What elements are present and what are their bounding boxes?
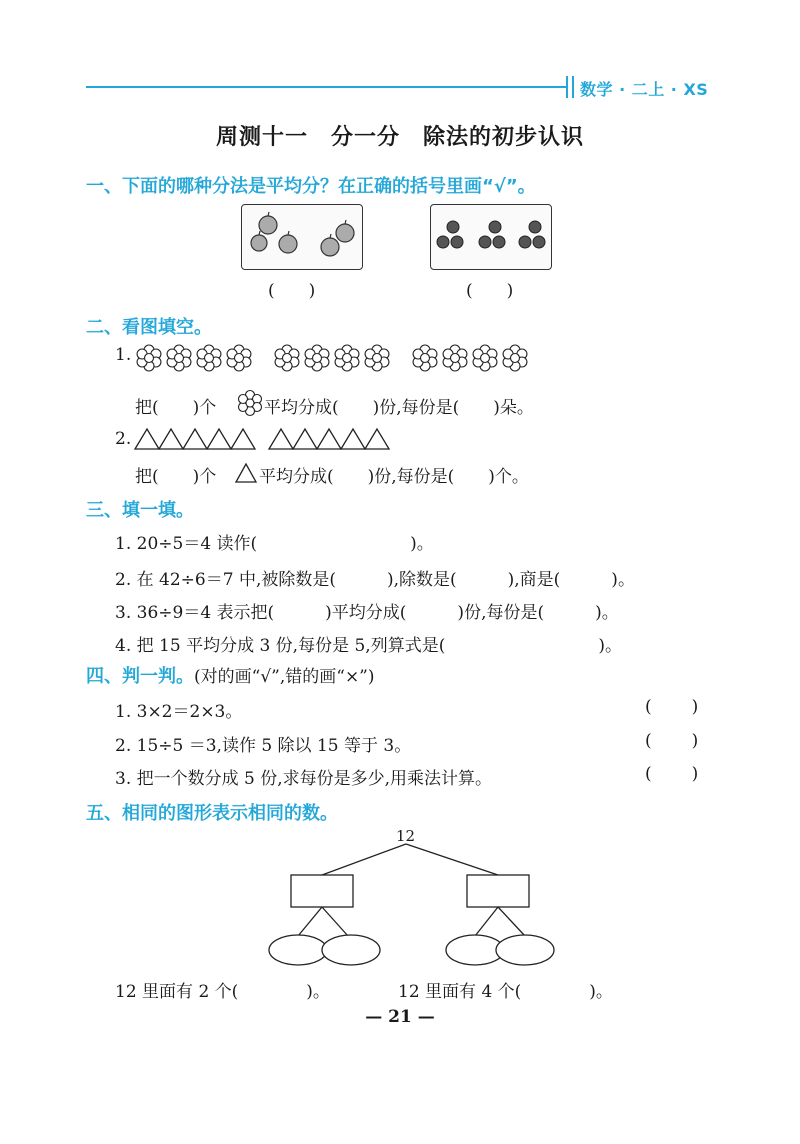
fill-item-2: 2. 在 42÷6＝7 中,被除数是( ),除数是( ),商是( )。 xyxy=(115,570,635,590)
fill-item-3: 3. 36÷9＝4 表示把( )平均分成( )份,每份是( )。 xyxy=(115,603,619,623)
q2-1-text-b: 平均分成( )份,每份是( )朵。 xyxy=(264,398,534,418)
q2-2-text-b: 平均分成( )份,每份是( )个。 xyxy=(259,467,529,487)
picture-box-a xyxy=(241,204,363,270)
judge-paren-3[interactable]: () xyxy=(645,764,739,784)
flower-icon xyxy=(137,345,161,371)
flower-icon xyxy=(473,345,497,371)
section-5-heading: 五、相同的图形表示相同的数。 xyxy=(86,803,338,824)
answer-paren-a[interactable]: ( ) xyxy=(268,281,316,301)
apples-uneven-icon xyxy=(242,205,362,269)
flower-icon xyxy=(443,345,467,371)
flower-icon xyxy=(503,345,527,371)
triangle-groups-icon xyxy=(133,425,393,453)
triangle-icon xyxy=(234,462,258,484)
header-tick xyxy=(566,76,568,98)
section-4-title: 四、判一判。 xyxy=(86,666,194,687)
flower-icon xyxy=(167,345,191,371)
section-3-heading: 三、填一填。 xyxy=(86,500,194,521)
flower-icon xyxy=(335,345,359,371)
picture-box-b xyxy=(430,204,552,270)
page-title: 周测十一 分一分 除法的初步认识 xyxy=(215,125,584,150)
q2-2-number: 2. xyxy=(115,429,132,449)
header-rule xyxy=(86,86,566,88)
answer-paren-b[interactable]: ( ) xyxy=(466,281,514,301)
q2-1-number: 1. xyxy=(115,345,132,365)
flower-icon xyxy=(227,345,251,371)
section-1-heading: 一、下面的哪种分法是平均分？在正确的括号里画“√”。 xyxy=(86,176,536,197)
header-tick xyxy=(572,76,574,98)
judge-item-3: 3. 把一个数分成 5 份,求每份是多少,用乘法计算。 xyxy=(115,769,493,789)
header-label: 数学 · 二上 · XS xyxy=(580,80,709,99)
flower-icon xyxy=(305,345,329,371)
judge-item-1: 1. 3×2＝2×3。 xyxy=(115,702,243,722)
flower-icon xyxy=(237,390,263,416)
tree-root-number: 12 xyxy=(396,827,416,845)
section-2-heading: 二、看图填空。 xyxy=(86,317,212,338)
flower-icon xyxy=(197,345,221,371)
flower-icon xyxy=(413,345,437,371)
judge-paren-1[interactable]: () xyxy=(645,697,739,717)
section-4-heading xyxy=(86,662,375,688)
flower-groups-icon xyxy=(135,343,535,373)
flower-icon xyxy=(275,345,299,371)
flower-icon xyxy=(365,345,389,371)
q2-2-text-a: 把( )个 xyxy=(135,467,217,487)
fill-item-1: 1. 20÷5＝4 读作( )。 xyxy=(115,534,434,554)
fill-item-4: 4. 把 15 平均分成 3 份,每份是 5,列算式是( )。 xyxy=(115,636,622,656)
judge-paren-2[interactable]: () xyxy=(645,731,739,751)
tree-answer-a: 12 里面有 2 个( )。 xyxy=(115,982,330,1002)
apples-even-icon xyxy=(431,205,551,269)
tree-answer-b: 12 里面有 4 个( )。 xyxy=(398,982,613,1002)
number-tree-diagram xyxy=(265,838,555,978)
judge-item-2: 2. 15÷5 ＝3,读作 5 除以 15 等于 3。 xyxy=(115,736,412,756)
page-number: — 21 — xyxy=(365,1007,435,1027)
section-4-note: (对的画“√”,错的画“×”) xyxy=(194,667,375,687)
q2-1-text-a: 把( )个 xyxy=(135,398,217,418)
